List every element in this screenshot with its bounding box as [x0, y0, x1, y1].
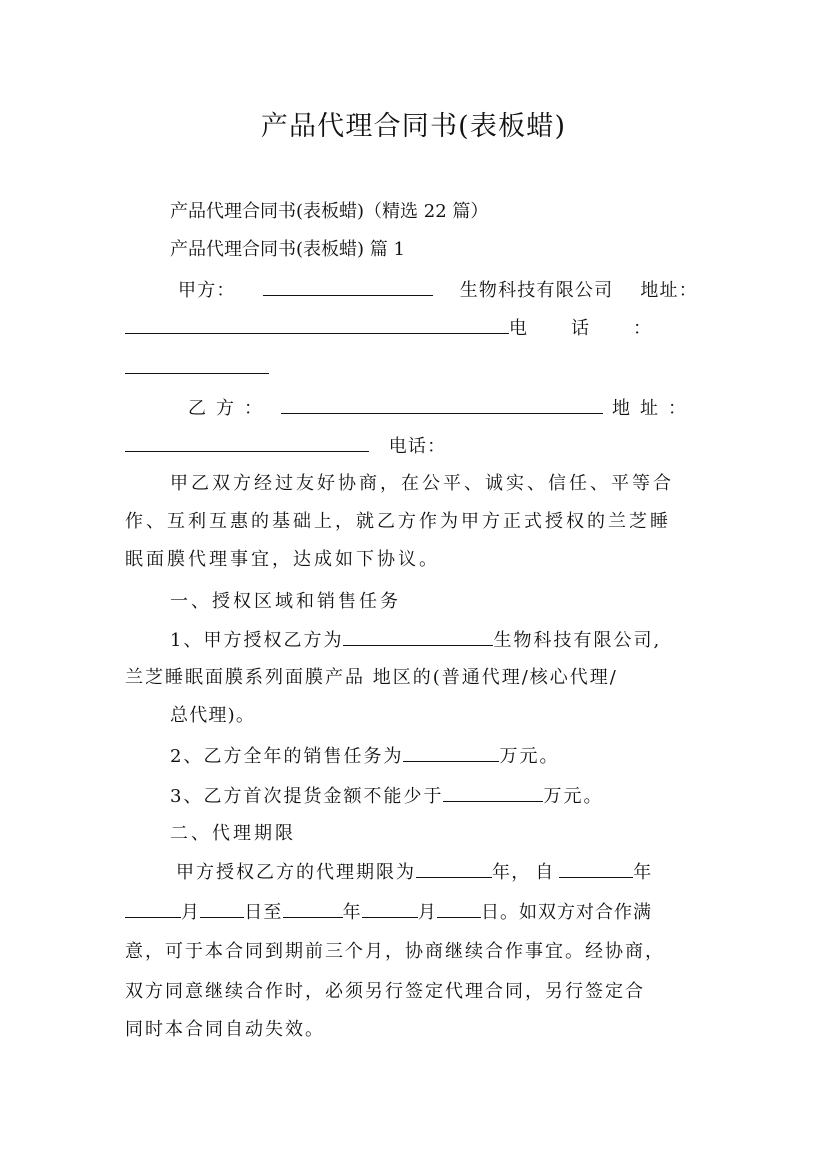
document-subtitle: 产品代理合同书(表板蜡)（精选 22 篇） — [170, 201, 489, 222]
section-1-item-3 — [170, 784, 603, 809]
party-a-address-label: 地址： — [640, 280, 698, 301]
term-year-label: 年 — [492, 862, 512, 883]
intro-line-2: 作、互利互惠的基础上，就乙方作为甲方正式授权的兰芝睡 — [125, 511, 671, 532]
party-b-name-blank[interactable] — [281, 396, 603, 414]
item-2-blank[interactable] — [403, 744, 499, 762]
party-b-phone-label: 电话： — [388, 436, 447, 457]
party-a-address-blank[interactable] — [125, 316, 509, 334]
section-1-item-1-line-2: 兰芝睡眠面膜系列面膜产品 地区的(普通代理/核心代理/ — [125, 667, 618, 688]
end-month-label: 月 — [417, 902, 438, 923]
section-1-heading: 一、授权区域和销售任务 — [170, 591, 401, 612]
party-a-line — [178, 278, 698, 303]
start-month-blank[interactable] — [125, 900, 181, 918]
item-1-blank[interactable] — [343, 628, 493, 646]
section-1-item-1-line-3: 总代理)。 — [170, 705, 256, 726]
term-prefix: 甲方授权乙方的代理期限为 — [176, 862, 416, 883]
end-month-blank[interactable] — [362, 900, 418, 918]
party-b-label: 乙方： — [188, 398, 272, 419]
end-day-blank[interactable] — [437, 900, 481, 918]
start-day-label: 日 — [244, 902, 264, 923]
section-1-item-2 — [170, 744, 559, 769]
party-b-line — [188, 396, 696, 421]
party-a-name-blank[interactable] — [263, 278, 433, 296]
term-from-label: ，自 — [511, 862, 560, 883]
section-1-item-1 — [170, 628, 661, 653]
end-year-label: 年 — [342, 902, 362, 923]
to-label: 至 — [263, 902, 283, 923]
party-a-company-suffix: 生物科技有限公司 — [459, 280, 614, 301]
item-3-prefix: 3、乙方首次提货金额不能少于 — [170, 786, 444, 807]
party-a-phone-label: 电话： — [509, 318, 695, 339]
item-2-prefix: 2、乙方全年的销售任务为 — [170, 746, 404, 767]
item-2-suffix: 万元。 — [499, 746, 560, 767]
item-3-suffix: 万元。 — [543, 786, 604, 807]
party-b-address-line — [125, 434, 446, 459]
start-year-label: 年 — [633, 862, 653, 883]
end-year-blank[interactable] — [283, 900, 343, 918]
section-2-line-3: 意，可于本合同到期前三个月，协商继续合作事宜。经协商， — [125, 941, 665, 962]
document-title: 产品代理合同书(表板蜡) — [260, 111, 567, 142]
intro-line-1: 甲乙双方经过友好协商，在公平、诚实、信任、平等合 — [170, 473, 674, 494]
party-a-label: 甲方： — [178, 280, 236, 301]
chapter-heading: 产品代理合同书(表板蜡) 篇 1 — [170, 239, 405, 260]
item-1-prefix: 1、甲方授权乙方为 — [170, 630, 344, 651]
party-a-address-line — [125, 316, 695, 341]
start-month-label: 月 — [181, 902, 201, 923]
party-a-phone-blank[interactable] — [125, 356, 269, 374]
start-year-blank[interactable] — [559, 860, 633, 878]
section-2-line-2 — [125, 900, 652, 925]
party-b-address-blank[interactable] — [125, 434, 369, 452]
item-1-suffix: 生物科技有限公司, — [493, 630, 662, 651]
term-years-blank[interactable] — [416, 860, 492, 878]
party-b-address-label: 地址： — [612, 398, 696, 419]
end-day-text: 日。如双方对合作满 — [481, 902, 653, 923]
intro-line-3: 眠面膜代理事宜，达成如下协议。 — [125, 549, 440, 570]
start-day-blank[interactable] — [200, 900, 244, 918]
section-2-heading: 二、代理期限 — [170, 823, 296, 844]
section-2-line-5: 同时本合同自动失效。 — [125, 1019, 325, 1040]
section-2-line-4: 双方同意继续合作时，必须另行签定代理合同，另行签定合 — [125, 981, 645, 1002]
section-2-line-1 — [176, 860, 652, 885]
item-3-blank[interactable] — [443, 784, 543, 802]
party-a-phone-line — [125, 356, 269, 381]
